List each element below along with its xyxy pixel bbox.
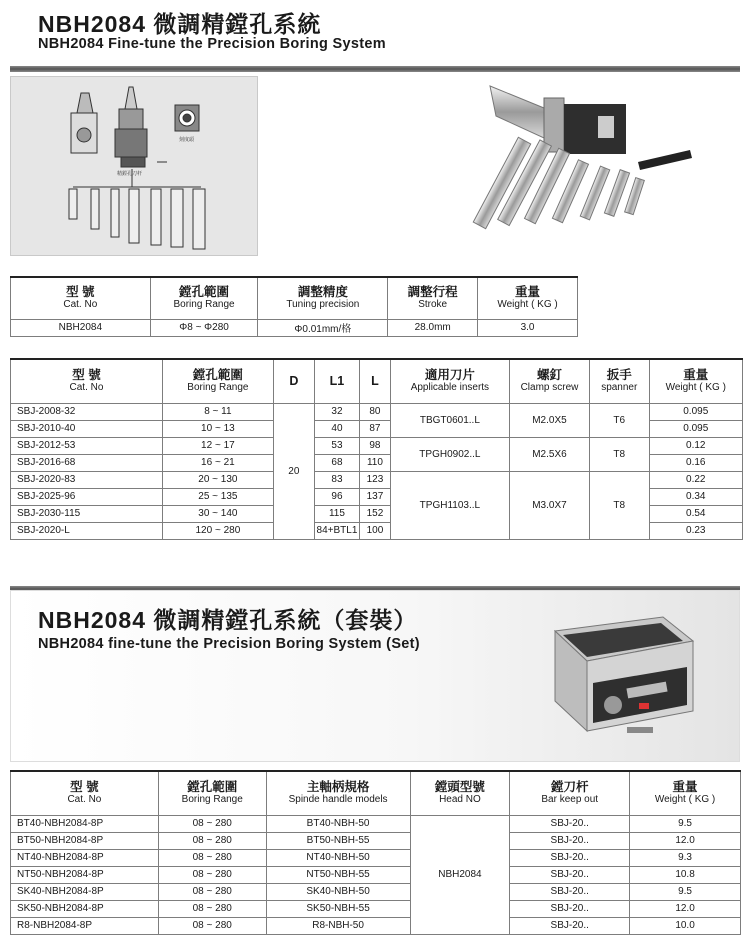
cell: 12.0 — [630, 900, 741, 917]
cell: SBJ-20.. — [510, 832, 630, 849]
table-row — [11, 849, 741, 866]
cell: SBJ-20.. — [510, 849, 630, 866]
cell-d: 20 — [273, 403, 314, 539]
table-row — [11, 471, 743, 488]
cell: SBJ-2020-L — [11, 522, 163, 539]
cell: SBJ-2020-83 — [11, 471, 163, 488]
cell: BT50-NBH2084-8P — [11, 832, 159, 849]
col-weight: 重量 Weight ( KG ) — [478, 277, 578, 319]
col-cat-no: 型 號 Cat. No — [11, 771, 159, 815]
col-weight: 重量 Weight ( KG ) — [649, 359, 742, 403]
cell: 0.22 — [649, 471, 742, 488]
cell: 137 — [360, 488, 391, 505]
table-row — [11, 319, 578, 336]
cell: 20 ~ 130 — [162, 471, 273, 488]
cell: 0.095 — [649, 420, 742, 437]
cell: TPGH1103..L — [390, 471, 509, 539]
table-row — [11, 883, 741, 900]
cell: 80 — [360, 403, 391, 420]
cell: SBJ-20.. — [510, 883, 630, 900]
table-row — [11, 815, 741, 832]
set-title-zh: NBH2084 微調精鏜孔系統（套裝） — [38, 607, 418, 633]
cell: 12.0 — [630, 832, 741, 849]
cell: T8 — [590, 437, 650, 471]
cell: M3.0X7 — [509, 471, 589, 539]
cell: 0.23 — [649, 522, 742, 539]
product-photo — [258, 76, 740, 256]
cell: R8-NBH2084-8P — [11, 917, 159, 934]
cell: 84+BTL1 — [314, 522, 359, 539]
col-d: D — [273, 359, 314, 403]
cell: M2.0X5 — [509, 403, 589, 437]
head-spec-table — [10, 276, 578, 337]
cell: 3.0 — [478, 319, 578, 336]
diagram-label-head: 刻度頭 — [179, 137, 195, 143]
cell: SBJ-2030-115 — [11, 505, 163, 522]
divider-bar — [10, 66, 740, 72]
set-title-en: NBH2084 fine-tune the Precision Boring System (Set) — [38, 636, 420, 652]
cell: 115 — [314, 505, 359, 522]
col-clamp-screw: 螺釘 Clamp screw — [509, 359, 589, 403]
cell: 68 — [314, 454, 359, 471]
cell: TBGT0601..L — [390, 403, 509, 437]
table-row — [11, 917, 741, 934]
cell: 100 — [360, 522, 391, 539]
cell: 96 — [314, 488, 359, 505]
cell: SK40-NBH2084-8P — [11, 883, 159, 900]
cell: 0.34 — [649, 488, 742, 505]
cell: SBJ-20.. — [510, 815, 630, 832]
col-inserts: 適用刀片 Applicable inserts — [390, 359, 509, 403]
page-title-zh: NBH2084 微調精鏜孔系統 — [38, 11, 322, 37]
cell: 0.54 — [649, 505, 742, 522]
cell: 0.12 — [649, 437, 742, 454]
cell: SBJ-2012-53 — [11, 437, 163, 454]
set-spec-table — [10, 770, 741, 935]
diagram-label-bar: 精鏜孔刀杆 — [117, 171, 143, 177]
cell: SBJ-20.. — [510, 866, 630, 883]
cell: 53 — [314, 437, 359, 454]
cell: 08 ~ 280 — [158, 866, 266, 883]
cell: BT50-NBH-55 — [266, 832, 410, 849]
cell: 25 ~ 135 — [162, 488, 273, 505]
page-title-en: NBH2084 Fine-tune the Precision Boring System — [38, 36, 386, 52]
cell: NT50-NBH-55 — [266, 866, 410, 883]
col-l: L — [360, 359, 391, 403]
cell: 08 ~ 280 — [158, 815, 266, 832]
cell: SBJ-20.. — [510, 900, 630, 917]
cell: NT50-NBH2084-8P — [11, 866, 159, 883]
col-bar-keep-out: 鏜刀杆 Bar keep out — [510, 771, 630, 815]
cell: 98 — [360, 437, 391, 454]
cell: SBJ-2016-68 — [11, 454, 163, 471]
cell: NBH2084 — [11, 319, 151, 336]
table-row — [11, 403, 743, 420]
cell: 0.095 — [649, 403, 742, 420]
col-l1: L1 — [314, 359, 359, 403]
cell: 152 — [360, 505, 391, 522]
cell: 08 ~ 280 — [158, 832, 266, 849]
cell: SK50-NBH-55 — [266, 900, 410, 917]
cell: NT40-NBH2084-8P — [11, 849, 159, 866]
col-cat-no: 型 號 Cat. No — [11, 359, 163, 403]
cell: 28.0mm — [388, 319, 478, 336]
cell: 40 — [314, 420, 359, 437]
exploded-diagram — [10, 76, 258, 256]
col-head-no: 鏜頭型號 Head NO — [410, 771, 510, 815]
cell: NT40-NBH-50 — [266, 849, 410, 866]
col-spindle-model: 主軸柄規格 Spinde handle models — [266, 771, 410, 815]
cell: 9.5 — [630, 815, 741, 832]
col-boring-range: 鏜孔範圍 Boring Range — [158, 771, 266, 815]
col-spanner: 扳手 spanner — [590, 359, 650, 403]
cell: 16 ~ 21 — [162, 454, 273, 471]
cell: 10 ~ 13 — [162, 420, 273, 437]
cell: 08 ~ 280 — [158, 917, 266, 934]
cell: 110 — [360, 454, 391, 471]
cell: SK40-NBH-50 — [266, 883, 410, 900]
col-cat-no: 型 號 Cat. No — [11, 277, 151, 319]
cell: SBJ-2010-40 — [11, 420, 163, 437]
col-weight: 重量 Weight ( KG ) — [630, 771, 741, 815]
cell: 08 ~ 280 — [158, 883, 266, 900]
case-photo — [543, 611, 703, 751]
cell: TPGH0902..L — [390, 437, 509, 471]
cell: SBJ-2008-32 — [11, 403, 163, 420]
cell: 123 — [360, 471, 391, 488]
cell: SBJ-2025-96 — [11, 488, 163, 505]
cell: 120 ~ 280 — [162, 522, 273, 539]
cell: 12 ~ 17 — [162, 437, 273, 454]
table-row — [11, 866, 741, 883]
cell: 10.0 — [630, 917, 741, 934]
cell: 8 ~ 11 — [162, 403, 273, 420]
cell: Φ0.01mm/格 — [258, 319, 388, 336]
boring-bar-table — [10, 358, 743, 540]
cell: 10.8 — [630, 866, 741, 883]
cell: 08 ~ 280 — [158, 849, 266, 866]
cell: 9.3 — [630, 849, 741, 866]
table-row — [11, 900, 741, 917]
cell: T8 — [590, 471, 650, 539]
cell-head-no: NBH2084 — [410, 815, 510, 934]
cell: SK50-NBH2084-8P — [11, 900, 159, 917]
cell: 30 ~ 140 — [162, 505, 273, 522]
col-tuning-precision: 調整精度 Tuning precision — [258, 277, 388, 319]
col-boring-range: 鏜孔範圍 Boring Range — [162, 359, 273, 403]
cell: M2.5X6 — [509, 437, 589, 471]
cell: T6 — [590, 403, 650, 437]
cell: Φ8 ~ Φ280 — [150, 319, 258, 336]
cell: 9.5 — [630, 883, 741, 900]
cell: 83 — [314, 471, 359, 488]
col-boring-range: 鏜孔範圍 Boring Range — [150, 277, 258, 319]
table-row — [11, 832, 741, 849]
cell: BT40-NBH-50 — [266, 815, 410, 832]
cell: R8-NBH-50 — [266, 917, 410, 934]
table-row — [11, 437, 743, 454]
cell: 87 — [360, 420, 391, 437]
cell: BT40-NBH2084-8P — [11, 815, 159, 832]
cell: 32 — [314, 403, 359, 420]
cell: SBJ-20.. — [510, 917, 630, 934]
col-stroke: 調整行程 Stroke — [388, 277, 478, 319]
cell: 08 ~ 280 — [158, 900, 266, 917]
cell: 0.16 — [649, 454, 742, 471]
